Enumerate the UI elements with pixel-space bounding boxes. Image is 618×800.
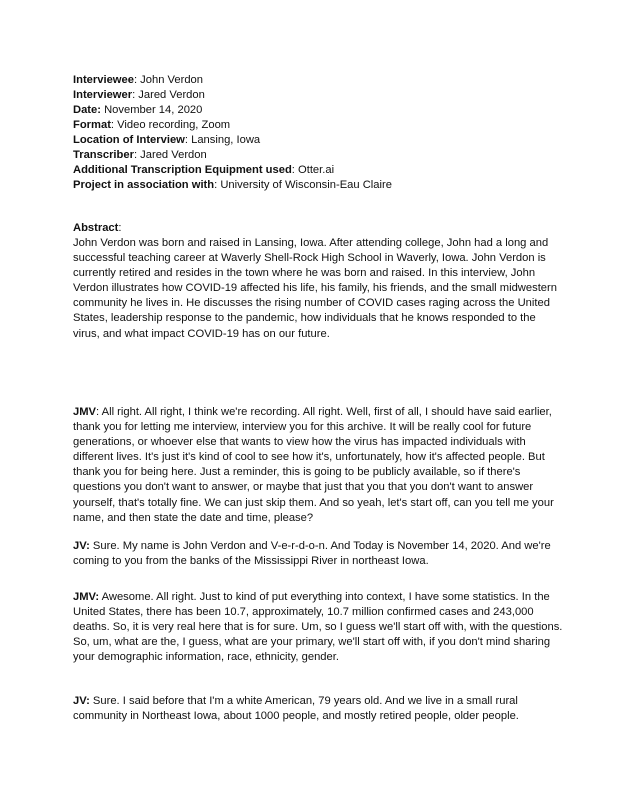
speaker-sep: : bbox=[96, 406, 102, 418]
speaker-label: JV: bbox=[73, 695, 90, 707]
utterance-text: Sure. My name is John Verdon and V-e-r-d-o-n. And Today is November 14, 2020. And we're coming to you from the banks of the Mississippi River in northeast Iowa. bbox=[73, 540, 551, 568]
meta-label: Interviewer bbox=[73, 89, 133, 101]
meta-sep: : bbox=[133, 74, 141, 86]
meta-transcriber bbox=[73, 148, 207, 163]
meta-label: Date: bbox=[73, 104, 101, 116]
meta-value: Lansing, Iowa bbox=[191, 134, 261, 146]
meta-label: Interviewee bbox=[73, 74, 134, 86]
meta-value: Jared Verdon bbox=[138, 89, 205, 101]
transcript-entry bbox=[73, 590, 565, 665]
meta-equipment bbox=[73, 163, 334, 178]
meta-value: Video recording, Zoom bbox=[117, 119, 231, 131]
utterance-text: All right. All right, I think we're recording. All right. Well, first of all, I should have said earlier, thank you for letting me interview, interview you for this archive. It will be really cool for future generations, or whoever else that wants to view how the virus has impacted individuals with different lives. It's just it's kind of cool to see how it's, unfortunately, how it's affected people. But thank you for being here. Just a reminder, this is going to be publicly available, so if there's questions you don't want to answer, or maybe that just that you that you don't want to answer yourself, that's totally fine. We can just skip them. And so yeah, let's start off, can you tell me your name, and then state the date and time, please? bbox=[73, 406, 554, 524]
speaker-label: JV: bbox=[73, 540, 90, 552]
meta-value: University of Wisconsin-Eau Claire bbox=[220, 179, 392, 191]
meta-interviewee bbox=[73, 73, 203, 88]
transcript-entry bbox=[73, 405, 565, 526]
meta-sep: : bbox=[133, 149, 141, 161]
meta-label: Location of Interview bbox=[73, 134, 185, 146]
meta-label: Additional Transcription Equipment used bbox=[73, 164, 292, 176]
meta-value: Jared Verdon bbox=[140, 149, 207, 161]
meta-label: Transcriber bbox=[73, 149, 134, 161]
meta-project bbox=[73, 178, 392, 193]
meta-sep: : bbox=[184, 134, 192, 146]
meta-label: Project in association with bbox=[73, 179, 215, 191]
meta-sep: : bbox=[214, 179, 221, 191]
meta-value: John Verdon bbox=[140, 74, 203, 86]
abstract-heading-sep: : bbox=[118, 222, 122, 234]
meta-label: Format bbox=[73, 119, 111, 131]
utterance-text: Awesome. All right. Just to kind of put everything into context, I have some statistics. In the United States, there has been 10.7, approximately, 10.7 million confirmed cases and 243,000 deaths. So, it is very real here that is for sure. Um, so I guess we'll start off with, with the questions. So, um, what are the, I guess, what are your primary, we'll start off with, if you don't mind sharing your demographic information, race, ethnicity, gender. bbox=[73, 591, 563, 664]
utterance-text: Sure. I said before that I'm a white American, 79 years old. And we live in a small rural community in Northeast Iowa, about 1000 people, and mostly retired people, older people. bbox=[73, 695, 519, 723]
meta-location bbox=[73, 133, 260, 148]
abstract-heading bbox=[73, 221, 122, 236]
transcript-entry bbox=[73, 539, 565, 569]
meta-value: November 14, 2020 bbox=[104, 104, 203, 116]
meta-interviewer bbox=[73, 88, 205, 103]
meta-value: Otter.ai bbox=[298, 164, 335, 176]
meta-sep: : bbox=[110, 119, 118, 131]
meta-sep: : bbox=[132, 89, 139, 101]
speaker-label: JMV: bbox=[73, 591, 100, 603]
meta-date bbox=[73, 103, 202, 118]
speaker-label: JMV bbox=[73, 406, 97, 418]
abstract-heading-text: Abstract bbox=[73, 222, 119, 234]
abstract-text: John Verdon was born and raised in Lansing, Iowa. After attending college, John had a long and successful teaching career at Waverly Shell-Rock High School in Waverly, Iowa. John Verdon is currently retired and resides in the town where he was born and raised. In this interview, John Verdon illustrates how COVID-19 affected his life, his family, his friends, and the small midwestern community he lives in. He discusses the rising number of COVID cases raging across the United States, leadership response to the pandemic, how individuals that he knows responded to the virus, and what impact COVID-19 has on our future. bbox=[73, 237, 557, 340]
meta-format bbox=[73, 118, 230, 133]
meta-sep: : bbox=[291, 164, 299, 176]
transcript-entry bbox=[73, 694, 565, 724]
